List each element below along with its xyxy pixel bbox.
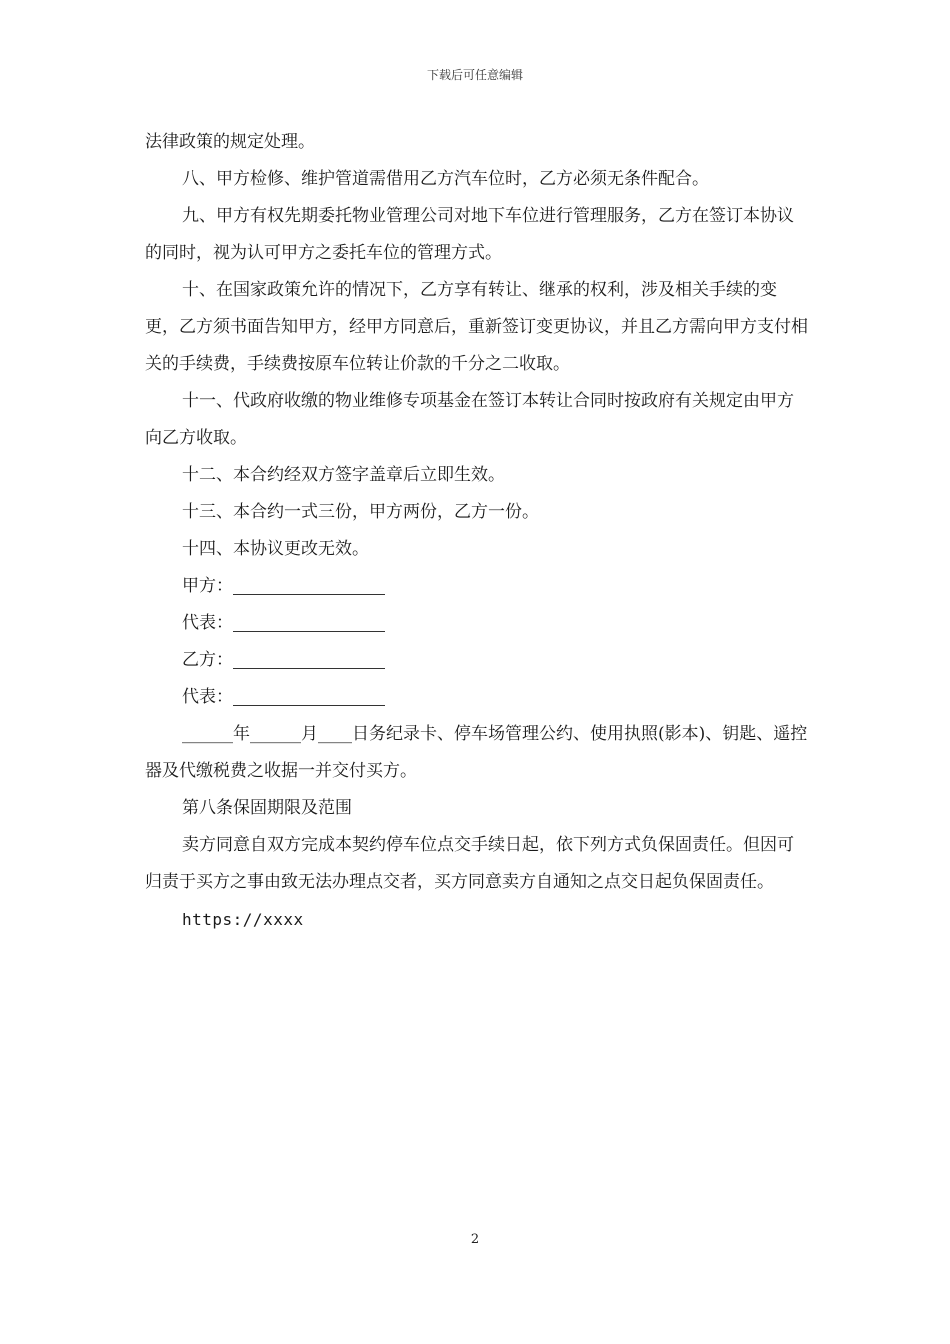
clause-9: 九、甲方有权先期委托物业管理公司对地下车位进行管理服务，乙方在签订本协议的同时，视为认可甲方之委托车位的管理方式。: [145, 206, 794, 263]
article-8-heading: 第八条保固期限及范围: [182, 798, 352, 818]
header-note: 下载后可任意编辑: [426, 68, 523, 82]
signature-blank[interactable]: [233, 646, 385, 669]
signature-representative-a: [145, 605, 810, 642]
clause-8: 八、甲方检修、维护管道需借用乙方汽车位时，乙方必须无条件配合。: [182, 169, 709, 189]
clause-11: 十一、代政府收缴的物业维修专项基金在签订本转让合同时按政府有关规定由甲方向乙方收取。: [145, 391, 794, 448]
signature-label: 代表：: [182, 613, 233, 633]
clause-13: 十三、本合约一式三份，甲方两份，乙方一份。: [182, 502, 539, 522]
document-body: [145, 124, 810, 938]
clause-12: 十二、本合约经双方签字盖章后立即生效。: [182, 465, 505, 485]
signature-label: 乙方：: [182, 650, 233, 670]
date-and-handover-paragraph: ______年______月____日务纪录卡、停车场管理公约、使用执照(影本)、钥匙、遥控器及代缴税费之收据一并交付买方。: [145, 724, 808, 781]
clause-10: 十、在国家政策允许的情况下，乙方享有转让、继承的权利，涉及相关手续的变更，乙方须书面告知甲方，经甲方同意后，重新签订变更协议，并且乙方需向甲方支付相关的手续费，手续费按原车位转让价款的千分之二收取。: [145, 280, 808, 374]
signature-party-a: [145, 568, 810, 605]
signature-label: 代表：: [182, 687, 233, 707]
signature-blank[interactable]: [233, 572, 385, 595]
signature-representative-b: [145, 679, 810, 716]
signature-blank[interactable]: [233, 683, 385, 706]
url-text: https://xxxx: [182, 910, 304, 929]
paragraph-continuation: 法律政策的规定处理。: [145, 132, 315, 152]
page-number: 2: [470, 1232, 480, 1247]
warranty-paragraph: 卖方同意自双方完成本契约停车位点交手续日起，依下列方式负保固责任。但因可归责于买方之事由致无法办理点交者，买方同意卖方自通知之点交日起负保固责任。: [145, 835, 794, 892]
signature-blank[interactable]: [233, 609, 385, 632]
signature-label: 甲方：: [182, 576, 233, 596]
clause-14: 十四、本协议更改无效。: [182, 539, 369, 559]
signature-party-b: [145, 642, 810, 679]
